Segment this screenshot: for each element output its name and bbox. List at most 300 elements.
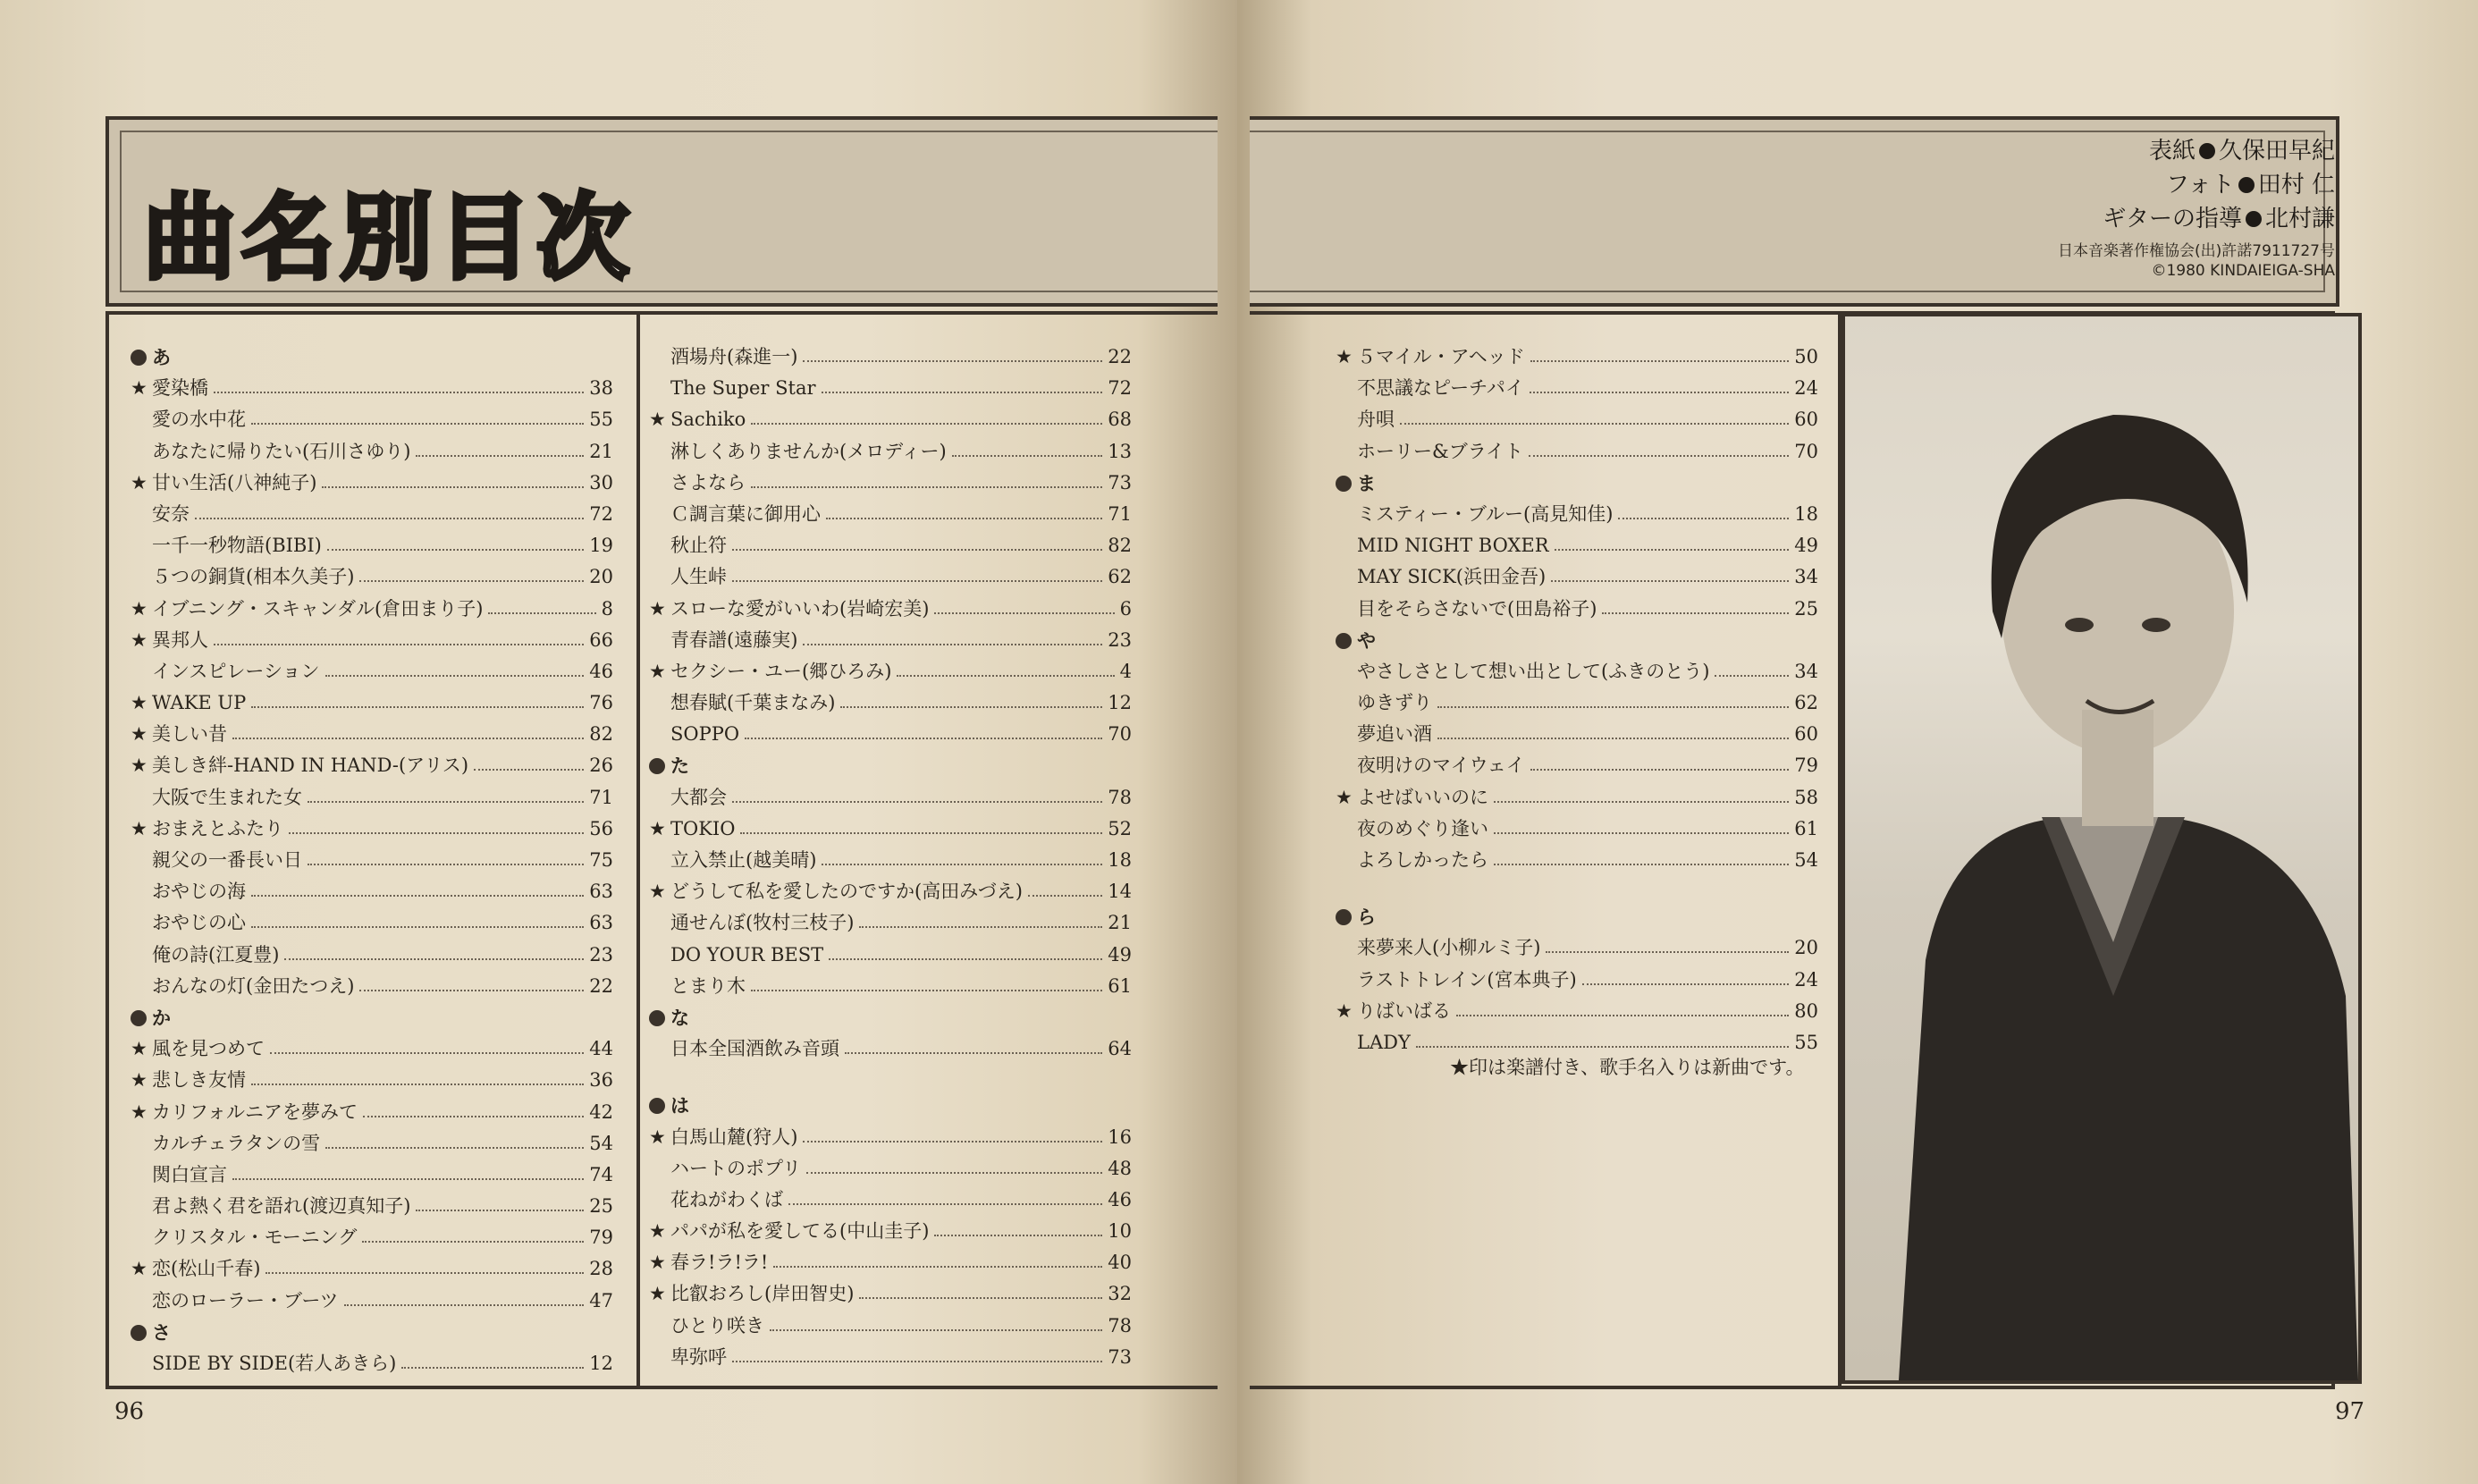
dot-leader — [803, 1141, 1102, 1143]
page-ref: 78 — [1108, 786, 1132, 808]
song-title: カルチェラタンの雪 — [152, 1132, 321, 1154]
dot-leader — [751, 423, 1102, 425]
dot-leader — [308, 864, 584, 865]
legend-note: ★印は楽譜付き、歌手名入りは新曲です。 — [1450, 1057, 1805, 1078]
dot-leader — [751, 990, 1102, 991]
toc-entry — [1336, 530, 1818, 561]
toc-entry — [1336, 719, 1818, 750]
toc-entry — [1336, 499, 1818, 530]
song-title: ハートのポプリ — [670, 1157, 802, 1179]
page-ref: 70 — [1794, 440, 1818, 462]
toc-entry — [649, 1033, 1132, 1065]
page-ref: 46 — [589, 660, 613, 682]
star-icon: ★ — [649, 1252, 666, 1274]
song-title: 舟唄 — [1357, 409, 1395, 431]
song-title: ホーリー&ブライト — [1357, 440, 1524, 462]
star-icon: ★ — [131, 692, 148, 714]
page-ref: 14 — [1108, 881, 1132, 903]
toc-entry — [131, 876, 613, 907]
song-title: ５つの銅貨(相本久美子) — [152, 566, 355, 588]
toc-entry — [131, 625, 613, 656]
toc-column-1 — [131, 341, 613, 1379]
song-title: 君よ熱く君を語れ(渡辺真知子) — [152, 1195, 411, 1218]
song-title: 想春賦(千葉まなみ) — [670, 692, 836, 714]
page-ref: 19 — [589, 535, 613, 557]
dot-leader — [416, 1210, 584, 1211]
star-icon: ★ — [131, 1069, 148, 1092]
page-ref: 71 — [589, 786, 613, 808]
toc-entry — [649, 876, 1132, 907]
song-title: 風を見つめて — [152, 1038, 265, 1060]
toc-entry — [131, 719, 613, 750]
dot-leader — [826, 518, 1102, 519]
song-title: おやじの海 — [152, 881, 246, 903]
song-title: Ｃ調言葉に御用心 — [670, 502, 821, 525]
toc-entry — [1336, 845, 1818, 876]
section-label: な — [670, 1006, 689, 1029]
dot-leader — [416, 455, 584, 457]
toc-entry — [131, 561, 613, 593]
song-title: 比叡おろし(岸田智史) — [670, 1283, 855, 1305]
song-title: パパが私を愛してる(中山圭子) — [670, 1220, 930, 1243]
toc-entry — [649, 1122, 1132, 1153]
bullet-icon — [649, 1010, 665, 1026]
page-ref: 40 — [1108, 1252, 1132, 1274]
song-title: 不思議なピーチパイ — [1357, 377, 1524, 400]
toc-entry — [649, 341, 1132, 373]
section-header — [131, 1002, 613, 1033]
song-title: 目をそらさないで(田島裕子) — [1357, 597, 1597, 620]
song-title: イブニング・スキャンダル(倉田まり子) — [152, 597, 484, 620]
section-label: ら — [1357, 906, 1376, 929]
toc-entry — [131, 468, 613, 499]
page-ref: 18 — [1108, 849, 1132, 871]
song-title: 恋(松山千春) — [152, 1258, 261, 1280]
section-label: あ — [152, 346, 171, 368]
dot-leader — [806, 1172, 1102, 1174]
song-title: 関白宣言 — [152, 1163, 227, 1185]
toc-entry — [131, 656, 613, 687]
toc-entry — [131, 373, 613, 404]
page-ref: 82 — [1108, 535, 1132, 557]
section-header — [131, 1317, 613, 1348]
page-ref: 24 — [1794, 377, 1818, 400]
dot-leader — [214, 392, 584, 393]
page-ref: 73 — [1108, 1345, 1132, 1368]
song-title: LADY — [1357, 1031, 1411, 1053]
toc-entry — [649, 1153, 1132, 1185]
page-ref: 52 — [1108, 817, 1132, 839]
toc-entry — [1336, 782, 1818, 814]
page-ref: 20 — [1794, 937, 1818, 959]
dot-leader — [251, 1083, 584, 1085]
dot-leader — [773, 1266, 1102, 1268]
star-icon: ★ — [1336, 786, 1353, 808]
section-header — [1336, 901, 1818, 932]
song-title: 悲しき友情 — [152, 1069, 246, 1092]
toc-entry — [131, 1191, 613, 1222]
page-ref: 68 — [1108, 409, 1132, 431]
song-title: おやじの心 — [152, 912, 246, 934]
toc-entry — [1336, 932, 1818, 964]
song-title: MAY SICK(浜田金吾) — [1357, 566, 1547, 588]
page-ref: 49 — [1794, 535, 1818, 557]
toc-entry — [131, 1033, 613, 1065]
toc-entry — [649, 1185, 1132, 1216]
dot-leader — [1494, 832, 1789, 834]
toc-entry — [1336, 687, 1818, 719]
dot-leader — [474, 769, 584, 771]
section-header — [131, 341, 613, 373]
page-ref: 62 — [1108, 566, 1132, 588]
dot-leader — [1456, 1015, 1789, 1016]
toc-entry — [131, 594, 613, 625]
credit-photo: フォト 田村 仁 — [2166, 172, 2335, 198]
star-icon: ★ — [649, 817, 666, 839]
page-ref: 75 — [589, 849, 613, 871]
page-ref: 36 — [589, 1069, 613, 1092]
toc-entry — [131, 1097, 613, 1128]
song-title: 立入禁止(越美晴) — [670, 849, 817, 871]
page-ref: 78 — [1108, 1314, 1132, 1336]
dot-leader — [1555, 549, 1790, 551]
song-title: 恋のローラー・ブーツ — [152, 1289, 339, 1311]
song-title: 親父の一番長い日 — [152, 849, 302, 871]
page-ref: 74 — [589, 1163, 613, 1185]
toc-entry — [1336, 750, 1818, 781]
dot-leader — [934, 1235, 1102, 1236]
page-ref: 63 — [589, 881, 613, 903]
dot-leader — [934, 612, 1114, 614]
page-ref: 49 — [1108, 943, 1132, 965]
star-icon: ★ — [649, 1283, 666, 1305]
dot-leader — [822, 864, 1102, 865]
song-title: とまり木 — [670, 974, 746, 997]
page-ref: 79 — [589, 1227, 613, 1249]
credit-cover: 表紙 久保田早紀 — [2148, 138, 2335, 164]
dot-leader — [822, 392, 1103, 393]
toc-entry — [1336, 656, 1818, 687]
song-title: あなたに帰りたい(石川さゆり) — [152, 440, 411, 462]
toc-entry — [131, 1128, 613, 1159]
section-label: は — [670, 1094, 689, 1117]
song-title: 来夢来人(小柳ルミ子) — [1357, 937, 1541, 959]
page-ref: 28 — [589, 1258, 613, 1280]
toc-entry — [1336, 436, 1818, 468]
bullet-icon — [131, 1010, 147, 1026]
dot-leader — [270, 1052, 584, 1054]
star-icon: ★ — [131, 817, 148, 839]
page-ref: 30 — [589, 471, 613, 493]
page-ref: 22 — [1108, 346, 1132, 367]
song-title: おまえとふたり — [152, 817, 283, 839]
page-ref: 25 — [1794, 597, 1818, 620]
dot-leader — [732, 580, 1102, 582]
dot-leader — [952, 455, 1103, 457]
dot-leader — [1437, 706, 1789, 708]
dot-leader — [1400, 423, 1789, 425]
song-title: 淋しくありませんか(メロディー) — [670, 440, 947, 462]
toc-entry — [1336, 341, 1818, 373]
song-title: MID NIGHT BOXER — [1357, 535, 1549, 557]
song-title: インスピレーション — [152, 660, 320, 682]
dot-leader — [732, 549, 1102, 551]
section-label: さ — [152, 1320, 171, 1344]
page-ref: 16 — [1108, 1126, 1132, 1148]
dot-leader — [266, 1272, 584, 1274]
song-title: ミスティー・ブルー(高見知佳) — [1357, 502, 1614, 525]
song-title: ゆきずり — [1357, 692, 1432, 714]
dot-leader — [803, 360, 1102, 362]
star-icon: ★ — [131, 597, 148, 620]
page-ref: 54 — [1794, 849, 1818, 871]
star-icon: ★ — [131, 471, 148, 493]
song-title: 夢追い酒 — [1357, 723, 1432, 746]
dot-leader — [1437, 738, 1789, 739]
star-icon: ★ — [649, 1220, 666, 1243]
page-ref: 61 — [1794, 817, 1818, 839]
star-icon: ★ — [131, 377, 148, 400]
dot-leader — [803, 644, 1102, 645]
page-ref: 44 — [589, 1038, 613, 1060]
dot-leader — [251, 926, 584, 928]
page-ref: 70 — [1108, 723, 1132, 746]
toc-entry — [649, 782, 1132, 814]
copyright: 日本音楽著作権協会(出)許諾7911727号 ©1980 KINDAIEIGA-SHA — [2058, 242, 2335, 280]
page-ref: 56 — [589, 817, 613, 839]
toc-entry — [649, 719, 1132, 750]
dot-leader — [195, 518, 584, 519]
dot-leader — [251, 706, 584, 708]
song-title: 俺の詩(江夏豊) — [152, 943, 280, 965]
dot-leader — [770, 1329, 1102, 1331]
dot-leader — [1028, 895, 1102, 897]
page-ref: 12 — [589, 1353, 613, 1374]
song-title: 異邦人 — [152, 628, 208, 651]
toc-entry — [1336, 404, 1818, 435]
toc-entry — [131, 530, 613, 561]
song-title: 美しき絆-HAND IN HAND-(アリス) — [152, 755, 469, 777]
dot-leader — [732, 1361, 1102, 1362]
star-icon: ★ — [131, 628, 148, 651]
toc-entry — [649, 845, 1132, 876]
toc-entry — [131, 1286, 613, 1317]
toc-entry — [1336, 996, 1818, 1027]
page-ref: 61 — [1108, 974, 1132, 997]
dot-leader — [362, 1241, 584, 1243]
star-icon: ★ — [1336, 346, 1353, 367]
toc-entry — [649, 687, 1132, 719]
page-ref: 23 — [589, 943, 613, 965]
section-header — [1336, 468, 1818, 499]
song-title: 春ラ!ラ!ラ! — [670, 1252, 769, 1274]
page-number-right: 97 — [2335, 1398, 2365, 1425]
song-title: よせばいいのに — [1357, 786, 1488, 808]
section-header — [649, 1090, 1132, 1121]
song-title: ラストトレイン(宮本典子) — [1357, 968, 1577, 991]
page-ref: 58 — [1794, 786, 1818, 808]
toc-entry — [131, 499, 613, 530]
dot-leader — [232, 1178, 584, 1180]
song-title: 安奈 — [152, 502, 190, 525]
song-title: 夜のめぐり逢い — [1357, 817, 1488, 839]
star-icon: ★ — [131, 723, 148, 746]
page-ref: 60 — [1794, 409, 1818, 431]
dot-leader — [840, 706, 1102, 708]
song-title: SIDE BY SIDE(若人あきら) — [152, 1353, 397, 1374]
toc-entry — [1336, 561, 1818, 593]
dot-leader — [322, 486, 584, 488]
song-title: クリスタル・モーニング — [152, 1227, 358, 1249]
bullet-icon — [649, 758, 665, 774]
page-ref: 47 — [589, 1289, 613, 1311]
song-title: セクシー・ユー(郷ひろみ) — [670, 660, 892, 682]
page-ref: 23 — [1108, 628, 1132, 651]
page-ref: 10 — [1108, 1220, 1132, 1243]
toc-entry — [649, 1216, 1132, 1247]
toc-entry — [649, 436, 1132, 468]
toc-entry — [131, 1065, 613, 1096]
toc-entry — [131, 1348, 613, 1379]
song-title: 卑弥呼 — [670, 1345, 727, 1368]
dot-leader — [344, 1304, 585, 1306]
dot-leader — [325, 1147, 584, 1149]
song-title: カリフォルニアを夢みて — [152, 1100, 358, 1123]
dot-leader — [359, 580, 584, 582]
section-label: や — [1357, 628, 1376, 652]
page-ref: 46 — [1108, 1188, 1132, 1210]
page-ref: 55 — [589, 409, 613, 431]
page-ref: 60 — [1794, 723, 1818, 746]
song-title: 酒場舟(森進一) — [670, 346, 798, 367]
dot-leader — [401, 1367, 584, 1369]
page-ref: 34 — [1794, 566, 1818, 588]
dot-leader — [829, 958, 1102, 960]
page-ref: 6 — [1119, 597, 1132, 620]
dot-leader — [308, 801, 584, 803]
dot-leader — [859, 1297, 1102, 1299]
song-title: どうして私を愛したのですか(高田みづえ) — [670, 881, 1023, 903]
dot-leader — [327, 549, 584, 551]
dot-leader — [289, 832, 584, 834]
page-ref: 21 — [589, 440, 613, 462]
bullet-icon — [131, 350, 147, 366]
song-title: SOPPO — [670, 723, 740, 746]
section-header — [649, 1002, 1132, 1033]
song-title: おんなの灯(金田たつえ) — [152, 974, 355, 997]
credits — [2103, 134, 2335, 236]
page-ref: 26 — [589, 755, 613, 777]
toc-entry — [131, 845, 613, 876]
song-title: ひとり咲き — [670, 1314, 764, 1336]
page-ref: 25 — [589, 1195, 613, 1218]
toc-entry — [131, 1159, 613, 1191]
song-title: The Super Star — [670, 377, 816, 400]
song-title: りばいばる — [1357, 999, 1451, 1022]
song-title: 大都会 — [670, 786, 727, 808]
song-title: 愛染橋 — [152, 377, 208, 400]
bullet-icon — [649, 1098, 665, 1114]
toc-entry — [1336, 594, 1818, 625]
page-ref: 18 — [1794, 502, 1818, 525]
song-title: ５マイル・アヘッド — [1357, 346, 1525, 367]
page-ref: 62 — [1794, 692, 1818, 714]
song-title: 秋止符 — [670, 535, 727, 557]
toc-entry — [649, 1278, 1132, 1310]
page-ref: 71 — [1108, 502, 1132, 525]
page-ref: 50 — [1794, 346, 1818, 367]
dot-leader — [251, 895, 584, 897]
page-ref: 82 — [589, 723, 613, 746]
section-label: か — [152, 1006, 171, 1029]
section-label: ま — [1357, 471, 1376, 494]
song-title: 夜明けのマイウェイ — [1357, 755, 1525, 777]
toc-entry — [649, 625, 1132, 656]
page-number-left: 96 — [114, 1398, 145, 1425]
song-title: 青春譜(遠藤実) — [670, 628, 798, 651]
spacer — [649, 1065, 1132, 1090]
toc-entry — [131, 436, 613, 468]
toc-entry — [649, 530, 1132, 561]
bullet-icon — [1336, 476, 1352, 492]
dot-leader — [1715, 675, 1789, 677]
dot-leader — [284, 958, 584, 960]
page-title: 曲名別目次 — [143, 183, 636, 292]
page-ref: 38 — [589, 377, 613, 400]
page-ref: 80 — [1794, 999, 1818, 1022]
dot-leader — [232, 738, 584, 739]
dot-leader — [325, 675, 585, 677]
toc-entry — [649, 814, 1132, 845]
star-icon: ★ — [1336, 999, 1353, 1022]
page-ref: 8 — [601, 597, 613, 620]
toc-entry — [649, 1311, 1132, 1342]
dot-leader — [1530, 392, 1789, 393]
song-title: DO YOUR BEST — [670, 943, 824, 965]
toc-entry — [649, 404, 1132, 435]
dot-leader — [363, 1116, 584, 1117]
dot-leader — [751, 486, 1102, 488]
toc-entry — [131, 750, 613, 781]
dot-leader — [359, 990, 584, 991]
song-title: よろしかったら — [1357, 849, 1488, 871]
toc-entry — [649, 907, 1132, 939]
page-ref: 48 — [1108, 1157, 1132, 1179]
song-title: 通せんぼ(牧村三枝子) — [670, 912, 855, 934]
dot-leader — [1530, 360, 1790, 362]
dot-leader — [732, 801, 1102, 803]
bullet-icon — [1336, 909, 1352, 925]
star-icon: ★ — [131, 1100, 148, 1123]
toc-entry — [131, 940, 613, 971]
star-icon: ★ — [649, 409, 666, 431]
page-ref: 72 — [1108, 377, 1132, 400]
song-title: 大阪で生まれた女 — [152, 786, 302, 808]
bullet-icon — [1336, 633, 1352, 649]
toc-entry — [131, 404, 613, 435]
section-header — [1336, 625, 1818, 656]
toc-entry — [649, 971, 1132, 1002]
toc-entry — [649, 594, 1132, 625]
page-ref: 63 — [589, 912, 613, 934]
song-title: 愛の水中花 — [152, 409, 246, 431]
dot-leader — [488, 612, 595, 614]
dot-leader — [859, 926, 1102, 928]
page-ref: 34 — [1794, 660, 1818, 682]
toc-entry — [649, 940, 1132, 971]
song-title: さよなら — [670, 471, 746, 493]
toc-entry — [131, 1222, 613, 1253]
